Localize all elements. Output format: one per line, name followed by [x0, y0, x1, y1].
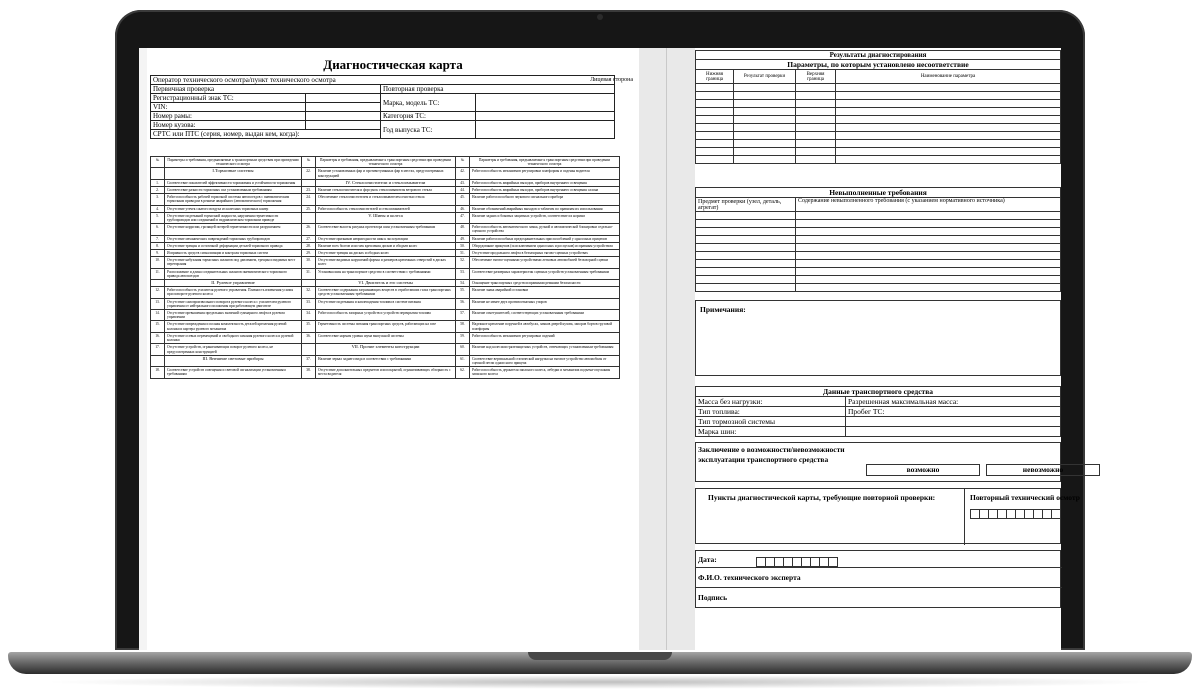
table-row [151, 287, 620, 298]
item-text: Надежное крепление поручней в автобусах, замков дверей кузова, запоров бортов грузовой платформы [470, 321, 620, 332]
item-number: 42. [456, 168, 470, 179]
col-name: Наименование параметра [836, 70, 1061, 84]
table-row [151, 212, 620, 223]
year-value [476, 121, 615, 139]
item-number: 27. [302, 235, 316, 242]
item-text: Отсутствие коррозии, грозящей потерей герметичности или разрушением [165, 224, 302, 235]
item-text: Соответствие разности тормозных сил установленным требованиям [165, 187, 302, 194]
date-boxes[interactable] [756, 553, 837, 571]
table-row [151, 298, 620, 309]
result-row [696, 100, 1061, 108]
item-number: 62. [456, 367, 470, 378]
webcam-icon [597, 14, 603, 20]
item-number: 13. [151, 298, 165, 309]
item-number: 22. [302, 168, 316, 179]
table-row [151, 235, 620, 242]
item-number: 30. [302, 257, 316, 268]
item-text: Отсутствие устройств, ограничивающих поворот рулевого колеса, не предусмотренных конструкцией [165, 344, 302, 355]
item-number: 32. [302, 287, 316, 298]
table-row [151, 187, 620, 194]
item-number: 48. [456, 224, 470, 235]
date-label: Дата: [698, 555, 717, 564]
item-number: 8. [151, 242, 165, 249]
item-number: 46. [456, 205, 470, 212]
page-side-note: Лицевая сторона [590, 77, 633, 83]
item-number: 47. [456, 212, 470, 223]
item-text: Работоспособность держателя запасного колеса, лебедки и механизма подъема-опускания запасного колеса [470, 367, 620, 378]
item-number [151, 280, 165, 287]
col-no: № [456, 157, 470, 168]
vin-value [306, 103, 381, 112]
item-text: Работоспособность аварийных выходов, приборов внутреннего освещения салона [470, 187, 620, 194]
result-row [696, 140, 1061, 148]
item-number: 12. [151, 287, 165, 298]
item-text: Работоспособность аварийных выходов, приборов внутреннего освещения [470, 179, 620, 186]
item-text: IV. Стеклоочистители и стеклоомыватели [316, 179, 456, 186]
item-number [151, 355, 165, 366]
signature-label: Подпись [698, 593, 728, 602]
unmet-row [696, 276, 1061, 284]
table-row [151, 224, 620, 235]
unmet-row [696, 268, 1061, 276]
expert-label: Ф.И.О. технического эксперта [698, 573, 801, 582]
item-number: 50. [456, 242, 470, 249]
item-number: 52. [456, 257, 470, 268]
item-number: 16. [151, 332, 165, 343]
body-value [306, 121, 381, 130]
unmet-row [696, 260, 1061, 268]
item-text: Отсутствие трещин на дисках и ободьях колес [316, 250, 456, 257]
repeat-check-box [695, 488, 1080, 544]
table-row [151, 179, 620, 186]
item-number: 2. [151, 187, 165, 194]
unmet-row [696, 228, 1061, 236]
item-text: VII. Прочие элементы конструкции [316, 344, 456, 355]
item-text: Отсутствие самопроизвольного поворота рулевого колеса с усилителем рулевого управления от нейтрального положения при работающем двигателе [165, 298, 302, 309]
item-number: 37. [302, 355, 316, 366]
item-text: Наличие работоспособных предохранительных приспособлений у одноосных прицепов [470, 235, 620, 242]
item-number: 56. [456, 298, 470, 309]
item-text: Наличие установленных фар и противотуманных фар в местах, предусмотренных конструкцией [316, 168, 456, 179]
col-no: № [151, 157, 165, 168]
item-text: VI. Двигатель и его системы [316, 280, 456, 287]
item-text: Отсутствие утечек сжатого воздуха из колесных тормозных камер [165, 205, 302, 212]
item-text: Отсутствие признаков непригодности шин к эксплуатации [316, 235, 456, 242]
category-label: Категория ТС: [381, 112, 476, 121]
item-text: Наличие всех болтов или гаек крепления дисков и ободьев колес [316, 242, 456, 249]
item-text: Отсутствие видимых нарушений формы и размеров крепежных отверстий в дисках колес [316, 257, 456, 268]
unmet-row [696, 252, 1061, 260]
item-number: 60. [456, 344, 470, 355]
item-text: Соответствие устройств освещения и световой сигнализации установленным требованиям [165, 367, 302, 378]
vin-label: VIN: [151, 103, 306, 112]
laptop-base [8, 652, 1192, 674]
col-subject: Предмет проверки (узел, деталь, агрегат) [696, 198, 796, 212]
year-label: Год выпуска ТС: [381, 121, 476, 139]
item-text: Наличие не менее двух противооткатных упоров [470, 298, 620, 309]
item-text: Наличие зеркал заднего вида в соответствии с требованиями [316, 355, 456, 366]
table-row [151, 310, 620, 321]
item-text: Обеспечение стеклоочистителем и стеклоомывателем очистки стекла [316, 194, 456, 205]
item-text: Обеспечение тягово-сцепными устройствами легковых автомобилей беззазорной сцепки [470, 257, 620, 268]
make-model-label: Марка, модель ТС: [381, 94, 476, 112]
item-text: Наличие задних и боковых защитных устройств, соответствие их нормам [470, 212, 620, 223]
item-number: 43. [456, 179, 470, 186]
item-text: Работоспособность запорных устройств и устройств перекрытия топлива [316, 310, 456, 321]
item-number: 31. [302, 268, 316, 279]
unmet-title: Невыполненные требования [696, 188, 1061, 198]
result-row [696, 92, 1061, 100]
table-row [151, 242, 620, 249]
item-text: III. Внешние световые приборы [165, 355, 302, 366]
item-text: Оснащение транспортных средств исправными ремнями безопасности [470, 280, 620, 287]
item-text: Работоспособность механизмов регулировки платформы и сиденья водителя [470, 168, 620, 179]
table-row [151, 257, 620, 268]
item-text: I.Тормозные системы [165, 168, 302, 179]
body-label: Номер кузова: [151, 121, 306, 130]
diagnostic-card-front-page [147, 48, 639, 650]
item-number [151, 168, 165, 179]
col-params: Параметры и требования, предъявляемые к транспортным средствам при проведении технического осмотра [316, 157, 456, 168]
item-number: 25. [302, 205, 316, 212]
item-number: 58. [456, 321, 470, 332]
item-text: Соответствие размерных характеристик сцепных устройств установленным требованиям [470, 268, 620, 279]
reg-sign-value [306, 94, 381, 103]
srts-label: СРТС или ПТС (серия, номер, выдан кем, когда): [151, 130, 381, 139]
item-text: Наличие обозначений аварийных выходов и табличек по правилам их использования [470, 205, 620, 212]
item-number: 7. [151, 235, 165, 242]
item-number: 38. [302, 367, 316, 378]
results-table [695, 50, 1061, 164]
params-title: Параметры, по которым установлено несоответствие [696, 60, 1061, 70]
col-params: Параметры и требования, предъявляемые к транспортным средствам при проведении технического осмотра [165, 157, 302, 168]
item-number [302, 344, 316, 355]
table-row [151, 205, 620, 212]
item-text: Отсутствие трещин и остаточной деформации деталей тормозного привода [165, 242, 302, 249]
laptop-display [139, 48, 1080, 650]
item-number [302, 212, 316, 223]
col-lower: Нижняя граница [696, 70, 734, 84]
item-text: Соответствие вертикальной статической нагрузки на тяговое устройство автомобиля от сцепной петли одноосного прицепа [470, 355, 620, 366]
mileage-label: Пробег ТС: [846, 407, 1061, 417]
item-number [302, 280, 316, 287]
repeat-check-field: Повторная проверка [381, 85, 615, 94]
item-text: Герметичность системы питания транспортных средств, работающих на газе [316, 321, 456, 332]
item-number: 54. [456, 280, 470, 287]
vehicle-data-title: Данные транспортного средства [696, 387, 1061, 397]
unmet-row [696, 236, 1061, 244]
item-text: Расположение и длина соединительных шлангов пневматического тормозного привода автопоездов [165, 268, 302, 279]
repeat-tech-label: Повторный технический осмотр [970, 493, 1080, 502]
item-number: 53. [456, 268, 470, 279]
item-text: Наличие стеклоочистителя и форсунок стеклоомывателя ветрового стекла [316, 187, 456, 194]
col-params: Параметры и требования, предъявляемые к транспортным средствам при проведении технического осмотра [470, 157, 620, 168]
conclusion-label: Заключение о возможности/невозможности эксплуатации транспортного средства [698, 445, 845, 464]
page-divider [666, 48, 667, 650]
item-text: Отсутствие подтеканий тормозной жидкости, нарушения герметичности трубопроводов или соединений в гидравлическом тормозном приводе [165, 212, 302, 223]
col-upper: Верхняя граница [796, 70, 836, 84]
item-number: 17. [151, 344, 165, 355]
item-text: Отсутствие подтекания и каплепадения топлива в системе питания [316, 298, 456, 309]
vehicle-header-table [150, 75, 615, 139]
item-text: Отсутствие механических повреждений тормозных трубопроводов [165, 235, 302, 242]
frame-label: Номер рамы: [151, 112, 306, 121]
item-number: 11. [151, 268, 165, 279]
table-row [151, 168, 620, 179]
unmet-row [696, 244, 1061, 252]
impossible-option[interactable]: невозможно [986, 464, 1100, 476]
item-text: Соответствие нормам уровня шума выпускной системы [316, 332, 456, 343]
tyres-label: Марка шин: [696, 427, 846, 437]
item-text: Работоспособность рабочей тормозной системы автопоездов с пневматическим тормозным приводом в режиме аварийного (автоматического) торможения [165, 194, 302, 205]
frame-value [306, 112, 381, 121]
unmet-requirements-table [695, 187, 1061, 292]
reg-sign-label: Регистрационный знак ТС: [151, 94, 306, 103]
item-number: 5. [151, 212, 165, 223]
item-number [302, 179, 316, 186]
item-number: 10. [151, 257, 165, 268]
item-text: Установка шин на транспортное средство в соответствии с требованиями [316, 268, 456, 279]
mass-label: Масса без нагрузки: [696, 397, 846, 407]
item-text: Отсутствие повреждения и полная комплектность деталей крепления рулевой колонки и картера рулевого механизма [165, 321, 302, 332]
repeat-tech-boxes[interactable] [970, 505, 1060, 523]
item-text: Наличие огнетушителей, соответствующих установленным требованиям [470, 310, 620, 321]
item-number: 15. [151, 321, 165, 332]
item-text: Работоспособность автоматического замка, ручной и автоматической блокировки седельно-сцепного устройства [470, 224, 620, 235]
vehicle-data-table [695, 386, 1061, 437]
signature-box [695, 550, 1061, 608]
laptop-opening-notch [528, 652, 672, 660]
item-number: 59. [456, 332, 470, 343]
item-number: 28. [302, 242, 316, 249]
unmet-row [696, 284, 1061, 292]
item-number: 3. [151, 194, 165, 205]
result-row [696, 132, 1061, 140]
unmet-row [696, 212, 1061, 220]
item-text: Отсутствие превышения предельных значений суммарного люфта в рулевом управлении [165, 310, 302, 321]
item-text: Работоспособность стеклоочистителей и стеклоомывателей [316, 205, 456, 212]
item-text: Отсутствие продольного люфта в беззазорных тягово-сцепных устройствах [470, 250, 620, 257]
category-value [476, 112, 615, 121]
requirements-table [150, 156, 620, 379]
table-row [151, 280, 620, 287]
notes-label: Примечания: [700, 305, 746, 314]
item-number: 9. [151, 250, 165, 257]
table-row [151, 194, 620, 205]
col-no: № [302, 157, 316, 168]
item-text: Отсутствие набухания тормозных шлангов под давлением, трещин и видимых мест перетирания [165, 257, 302, 268]
item-text: Работоспособность механизмов регулировки сидений [470, 332, 620, 343]
item-number: 57. [456, 310, 470, 321]
item-number: 49. [456, 235, 470, 242]
conclusion-box [695, 442, 1064, 482]
result-row [696, 148, 1061, 156]
table-row [151, 355, 620, 366]
fuel-label: Тип топлива: [696, 407, 846, 417]
result-row [696, 156, 1061, 164]
item-text: Наличие над колесами грязезащитных устройств, отвечающих установленным требованиям [470, 344, 620, 355]
result-row [696, 116, 1061, 124]
item-text: Работоспособность усилителя рулевого управления. Плавность изменения усилия при повороте рулевого колеса [165, 287, 302, 298]
item-number: 35. [302, 321, 316, 332]
table-row [151, 344, 620, 355]
table-row [151, 321, 620, 332]
item-text: Наличие работоспособного звукового сигнального прибора [470, 194, 620, 205]
item-text: Отсутствие дополнительных предметов или покрытий, ограничивающих обзорность с места водителя [316, 367, 456, 378]
item-number: 26. [302, 224, 316, 235]
item-text: Отсутствие осевых перемещений и свободного качания рулевого колеса и рулевой колонки [165, 332, 302, 343]
item-text: Исправность средств сигнализации и контроля тормозных систем [165, 250, 302, 257]
unmet-row [696, 220, 1061, 228]
brake-type-label: Тип тормозной системы [696, 417, 846, 427]
item-text: V. Шины и колеса [316, 212, 456, 223]
laptop-screen-bezel [115, 10, 1085, 650]
result-row [696, 124, 1061, 132]
laptop-shadow [40, 675, 1160, 689]
item-number: 1. [151, 179, 165, 186]
item-text: Оборудование прицепов (за исключением одноосных и роспусков) исправным устройством [470, 242, 620, 249]
item-number: 14. [151, 310, 165, 321]
make-model-value [476, 94, 615, 112]
item-number: 6. [151, 224, 165, 235]
results-title: Результаты диагностирования [696, 51, 1061, 60]
repeat-items-label: Пункты диагностической карты, требующие повторной проверки: [708, 493, 936, 502]
item-text: Наличие знака аварийной остановки [470, 287, 620, 298]
result-row [696, 84, 1061, 92]
notes-box [695, 300, 1061, 376]
document-title: Диагностическая карта [323, 57, 463, 72]
possible-option[interactable]: возможно [866, 464, 980, 476]
item-number: 55. [456, 287, 470, 298]
item-number: 23. [302, 187, 316, 194]
item-text: Соответствие содержания загрязняющих веществ в отработавших газах транспортных средств установленным требованиям [316, 287, 456, 298]
item-number: 4. [151, 205, 165, 212]
primary-check-field: Первичная проверка [151, 85, 381, 94]
result-row [696, 108, 1061, 116]
item-text: Соответствие высоты рисунка протектора шин установленным требованиям [316, 224, 456, 235]
col-content: Содержание невыполненного требования (с указанием нормативного источника) [796, 198, 1061, 212]
item-number: 29. [302, 250, 316, 257]
table-row [151, 250, 620, 257]
item-number: 45. [456, 194, 470, 205]
operator-field: Оператор технического осмотра/пункт технического осмотра [151, 76, 615, 85]
item-number: 44. [456, 187, 470, 194]
diagnostic-card-back-page [695, 48, 1080, 650]
item-number: 36. [302, 332, 316, 343]
item-number: 51. [456, 250, 470, 257]
item-number: 34. [302, 310, 316, 321]
item-number: 24. [302, 194, 316, 205]
item-number: 61. [456, 355, 470, 366]
table-row [151, 367, 620, 378]
col-result: Результат проверки [734, 70, 796, 84]
item-number: 33. [302, 298, 316, 309]
max-mass-label: Разрешенная максимальная масса: [846, 397, 1061, 407]
page-gutter [639, 48, 695, 650]
item-text: II. Рулевое управление [165, 280, 302, 287]
item-text: Соответствие показателей эффективности торможения и устойчивости торможения [165, 179, 302, 186]
item-number: 18. [151, 367, 165, 378]
table-row [151, 268, 620, 279]
table-row [151, 332, 620, 343]
